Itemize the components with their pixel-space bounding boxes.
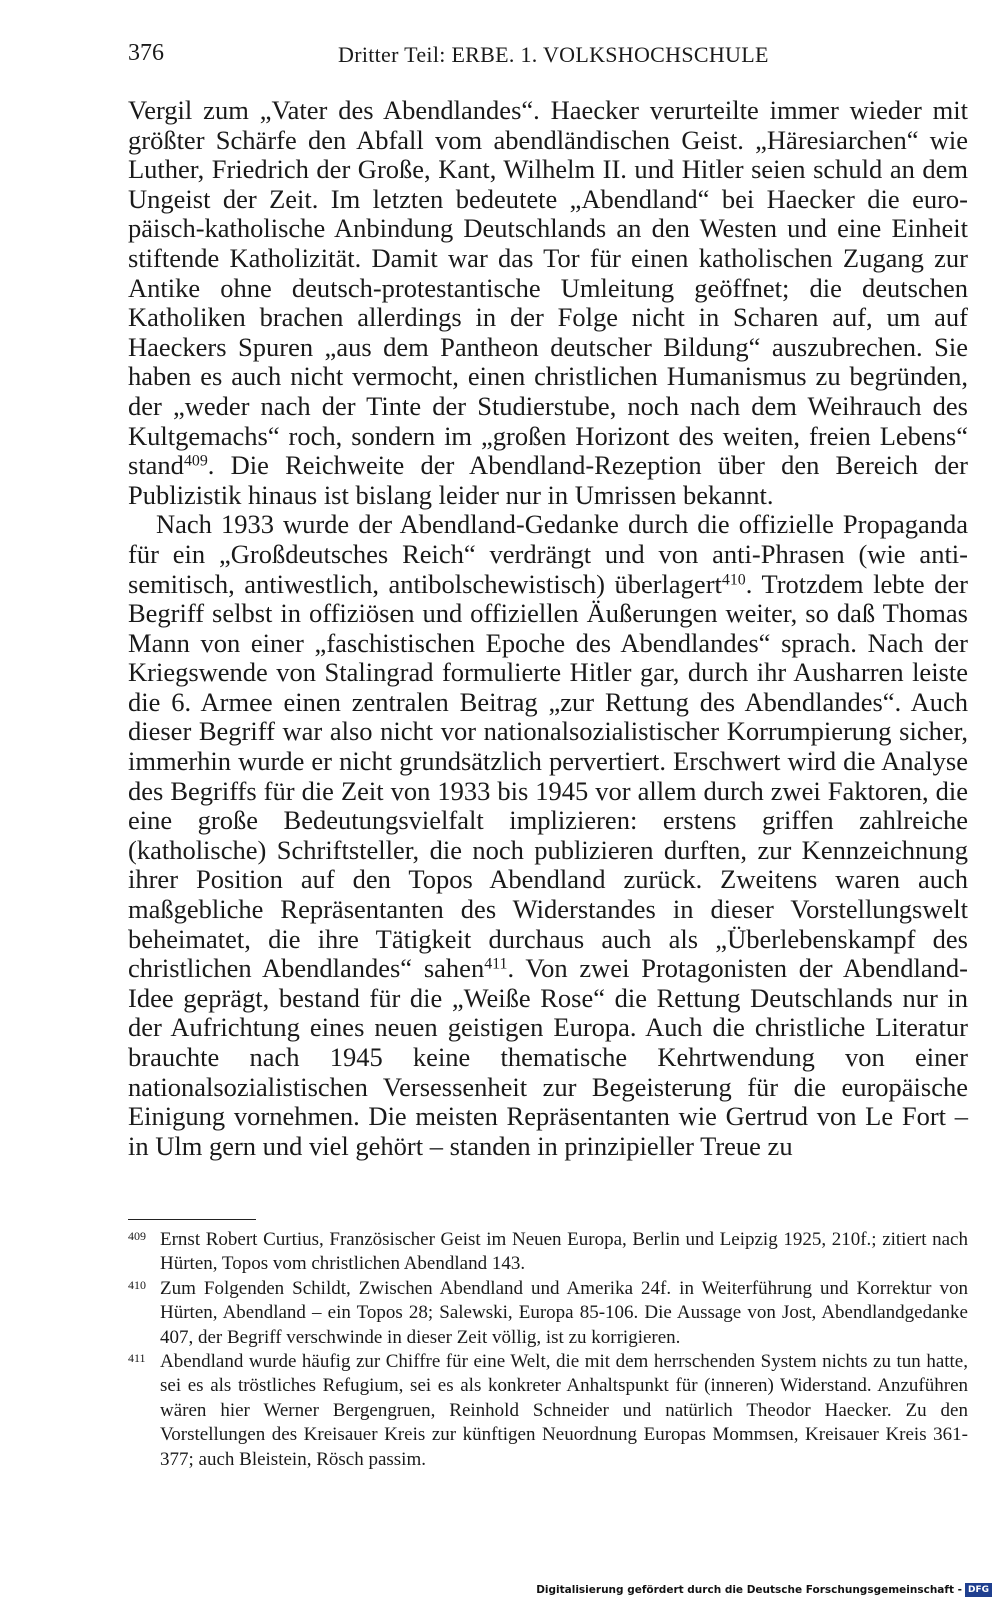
paragraph-1 — [128, 96, 968, 510]
dfg-logo: DFG — [965, 1583, 992, 1597]
footnote-number: 409 — [128, 1229, 146, 1243]
paragraph-2-text-c: . Von zwei Protagonisten der Abendland-Idee geprägt, bestand für die „Weiße Rose“ die Rettung Deutschlands nur in der Aufrichtung eines neuen geistigen Europa. Auch die christliche Literatur brauchte nach 1945 keine thematische Kehrtwendung von einer nationalsozialistischen Versessenheit zur Begeisterung für die europäische Einigung vornehmen. Die meisten Repräsentanten wie Gertrud von Le Fort – in Ulm gern und viel gehört – standen in prinzipieller Treue zu — [128, 953, 969, 1161]
footnote-number: 411 — [128, 1351, 146, 1366]
footnote-text: Ernst Robert Curtius, Französischer Geist im Neuen Europa, Berlin und Leipzig 1925, 210f.; zitiert nach Hürten, Topos vom christlichen Abendland 143. — [160, 1229, 968, 1275]
digitization-credit — [536, 1582, 992, 1598]
page-number: 376 — [128, 40, 164, 66]
footnote-ref-409: 409 — [183, 452, 208, 470]
footnote-text: Abendland wurde häufig zur Chiffre für eine Welt, die mit dem herrschenden System nichts zu tun hatte, sei es als tröstliches Refugium, sei es als konkreter Anhaltspunkt für (inneren) Widerstand. Anzuführen wären hier Werner Bergengruen, Reinhold Schneider und natürlich Theodor Haecker. Zu den Vorstellungen des Kreisauer Kreis zur künftigen Neuordnung Europas Mommsen, Kreisauer Kreis 361-377; auch Bleistein, Rösch passim. — [160, 1351, 968, 1470]
footnote-divider — [128, 1219, 256, 1220]
footnote-text: Zum Folgenden Schildt, Zwischen Abendland und Amerika 24f. in Weiterführung und Korrektur von Hürten, Abendland – ein Topos 28; Salewski, Europa 85-106. Die Aussage von Jost, Abendlandgedanke 407, der Begriff verschwinde in dieser Zeit völlig, ist zu korrigieren. — [160, 1277, 968, 1348]
paragraph-2-text-a: Nach 1933 wurde der Abendland-Gedanke durch die offizielle Propaganda für ein „Großdeutsches Reich“ verdrängt und von anti-Phrasen (wie antisemitisch, antiwestlich, antibolschewistisch) überlagert — [128, 509, 968, 599]
body-text — [128, 96, 968, 1161]
footnote-ref-410: 410 — [721, 570, 746, 588]
footnote-ref-411: 411 — [484, 955, 508, 973]
footnote-number: 410 — [128, 1277, 146, 1292]
page-header — [128, 40, 970, 76]
footnotes — [128, 1228, 968, 1472]
paragraph-1-text-b: . Die Reichweite der Abendland-Rezeption über den Bereich der Publizistik hinaus ist bislang leider nur in Umrissen bekannt. — [128, 450, 968, 510]
credit-text: Digitalisierung gefördert durch die Deutsche Forschungsgemeinschaft - — [536, 1584, 962, 1596]
paragraph-2-text-b: . Trotzdem lebte der Begriff selbst in offiziösen und offiziellen Äußerungen weiter, so daß Thomas Mann von einer „faschistischen Epoche des Abendlandes“ sprach. Nach der Kriegswende von Stalingrad formulierte Hitler gar, durch ihr Ausharren leiste die 6. Armee einen zentralen Beitrag „zur Rettung des Abendlandes“. Auch dieser Begriff war also nicht vor nationalsozialistischer Korrumpierung sicher, immerhin wurde er nicht grundsätzlich pervertiert. Erschwert wird die Analyse des Begriffs für die Zeit von 1933 bis 1945 vor allem durch zwei Faktoren, die eine große Bedeutungsvielfalt implizieren: erstens griffen zahlreiche (katholische) Schriftsteller, die noch publizieren durften, zur Kennzeichnung ihrer Position auf den Topos Abendland zurück. Zweitens waren auch maßgebliche Repräsentanten des Widerstandes in dieser Vorstellungswelt beheimatet, die ihre Tätigkeit durchaus auch als „Überlebenskampf des christlichen Abendlandes“ sahen — [128, 568, 968, 984]
footnote-409 — [128, 1228, 968, 1277]
paragraph-2 — [128, 510, 968, 1161]
running-head: Dritter Teil: ERBE. 1. VOLKSHOCHSCHULE — [338, 42, 769, 67]
footnote-411 — [128, 1350, 968, 1472]
footnote-410 — [128, 1277, 968, 1350]
paragraph-1-text-a: Vergil zum „Vater des Abendlandes“. Haecker verurteilte immer wieder mit größter Schärfe den Abfall vom abendländischen Geist. „Häresiarchen“ wie Luther, Friedrich der Große, Kant, Wilhelm II. und Hitler seien schuld an dem Ungeist der Zeit. Im letzten bedeutete „Abendland“ bei Haecker die europäisch-katholische Anbindung Deutschlands an den Westen und eine Einheit stiftende Katholizität. Damit war das Tor für einen katholischen Zugang zur Antike ohne deutsch-protestantische Umleitung geöffnet; die deutschen Katholiken brachen allerdings in der Folge nicht in Scharen auf, um auf Haeckers Spuren „aus dem Pantheon deutscher Bildung“ auszubrechen. Sie haben es auch nicht vermocht, einen christlichen Humanismus zu begründen, der „weder nach der Tinte der Studierstube, noch nach dem Weihrauch des Kultgemachs“ roch, sondern im „großen Horizont des weiten, freien Lebens“ stand — [128, 95, 968, 481]
